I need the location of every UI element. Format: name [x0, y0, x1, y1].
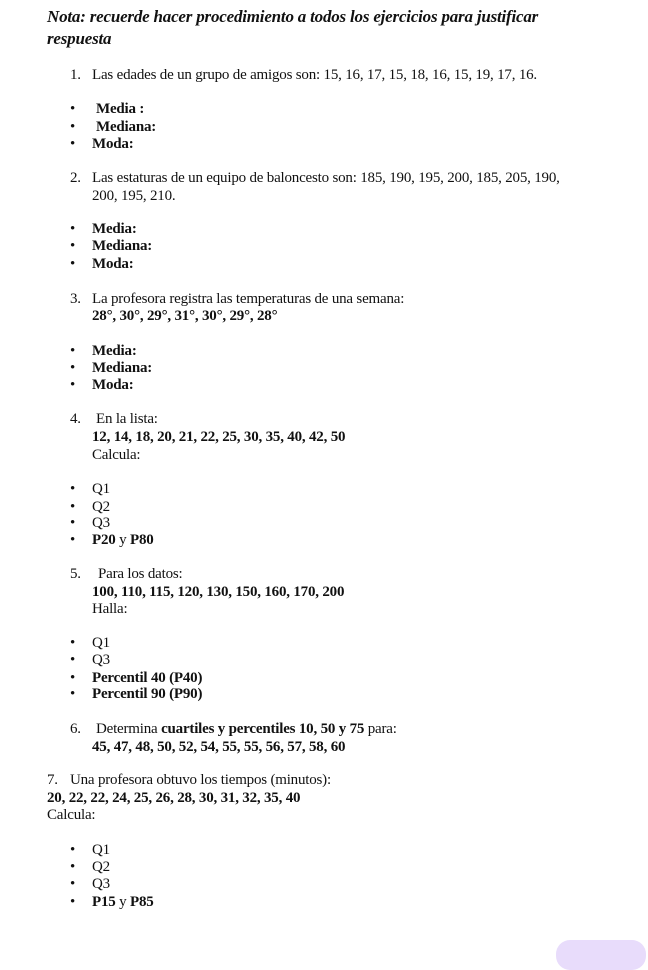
bullet-item: Moda: [92, 136, 134, 152]
note-line-1: Nota: recuerde hacer procedimiento a todos los ejercicios para justificar [47, 7, 539, 26]
percentile: P85 [129, 894, 154, 910]
bullet-item: Q2 [92, 859, 110, 875]
bullet-item: Q3 [92, 515, 110, 531]
text-part: Determina [96, 721, 162, 737]
exercise-number: 1. [70, 67, 81, 83]
exercise-number: 4. [70, 411, 81, 427]
bullet-item: Q1 [92, 635, 110, 651]
bullet-item: Percentil 40 (P40) [92, 670, 203, 686]
exercise-text: En la lista: [96, 411, 158, 427]
bullet-icon: • [70, 635, 76, 651]
exercise-number: 2. [70, 170, 81, 186]
bullet-icon: • [70, 221, 76, 237]
exercise-text: Calcula: [92, 447, 141, 463]
exercise-text [96, 720, 397, 738]
bullet-item: Moda: [92, 377, 134, 393]
bullet-icon: • [70, 136, 76, 152]
note-line-2: respuesta [47, 29, 112, 48]
bullet-icon: • [70, 119, 76, 135]
bullet-icon: • [70, 343, 76, 359]
bullet-icon: • [70, 842, 76, 858]
bullet-icon: • [70, 360, 76, 376]
bullet-icon: • [70, 256, 76, 272]
exercise-data: 28°, 30°, 29°, 31°, 30°, 29°, 28° [92, 308, 278, 324]
floating-action-button[interactable] [556, 940, 646, 970]
bullet-item: Q2 [92, 499, 110, 515]
connector: y [115, 894, 130, 910]
percentile: P15 [92, 894, 116, 910]
text-part: para: [364, 721, 397, 737]
bullet-icon: • [70, 238, 76, 254]
bullet-item: Q1 [92, 481, 110, 497]
bullet-icon: • [70, 515, 76, 531]
bullet-icon: • [70, 481, 76, 497]
bullet-icon: • [70, 670, 76, 686]
text-bold: cuartiles y percentiles 10, 50 y 75 [161, 721, 365, 737]
bullet-icon: • [70, 499, 76, 515]
exercise-number: 5. [70, 566, 81, 582]
bullet-icon: • [70, 876, 76, 892]
bullet-item: Q3 [92, 652, 110, 668]
exercise-number: 6. [70, 721, 81, 737]
bullet-item: Percentil 90 (P90) [92, 686, 203, 702]
connector: y [115, 532, 130, 548]
bullet-icon: • [70, 532, 76, 548]
bullet-item: Moda: [92, 256, 134, 272]
bullet-item: Mediana: [92, 238, 153, 254]
exercise-data: 12, 14, 18, 20, 21, 22, 25, 30, 35, 40, 42, 50 [92, 429, 346, 445]
bullet-item: Media : [96, 101, 145, 117]
exercise-text: 200, 195, 210. [92, 188, 176, 204]
bullet-item: Q1 [92, 842, 110, 858]
exercise-text: Para los datos: [98, 566, 183, 582]
bullet-item [92, 893, 154, 911]
bullet-icon: • [70, 686, 76, 702]
exercise-text: Una profesora obtuvo los tiempos (minutos): [70, 772, 331, 788]
bullet-item: Media: [92, 221, 137, 237]
bullet-item: Q3 [92, 876, 110, 892]
exercise-text: Halla: [92, 601, 128, 617]
bullet-icon: • [70, 894, 76, 910]
percentile: P80 [129, 532, 154, 548]
exercise-text: Las estaturas de un equipo de baloncesto son: 185, 190, 195, 200, 185, 205, 190, [92, 170, 560, 186]
bullet-item: Mediana: [92, 360, 153, 376]
exercise-data: 45, 47, 48, 50, 52, 54, 55, 55, 56, 57, 58, 60 [92, 739, 346, 755]
exercise-number: 3. [70, 291, 81, 307]
bullet-item [92, 531, 154, 549]
exercise-text: Calcula: [47, 807, 96, 823]
bullet-item: Mediana: [96, 119, 157, 135]
bullet-icon: • [70, 101, 76, 117]
exercise-data: 20, 22, 22, 24, 25, 26, 28, 30, 31, 32, 35, 40 [47, 790, 301, 806]
percentile: P20 [92, 532, 116, 548]
bullet-item: Media: [92, 343, 137, 359]
bullet-icon: • [70, 652, 76, 668]
exercise-data: 100, 110, 115, 120, 130, 150, 160, 170, 200 [92, 584, 345, 600]
exercise-text: Las edades de un grupo de amigos son: 15, 16, 17, 15, 18, 16, 15, 19, 17, 16. [92, 67, 537, 83]
exercise-number: 7. [47, 772, 58, 788]
bullet-icon: • [70, 377, 76, 393]
bullet-icon: • [70, 859, 76, 875]
exercise-text: La profesora registra las temperaturas de una semana: [92, 291, 405, 307]
